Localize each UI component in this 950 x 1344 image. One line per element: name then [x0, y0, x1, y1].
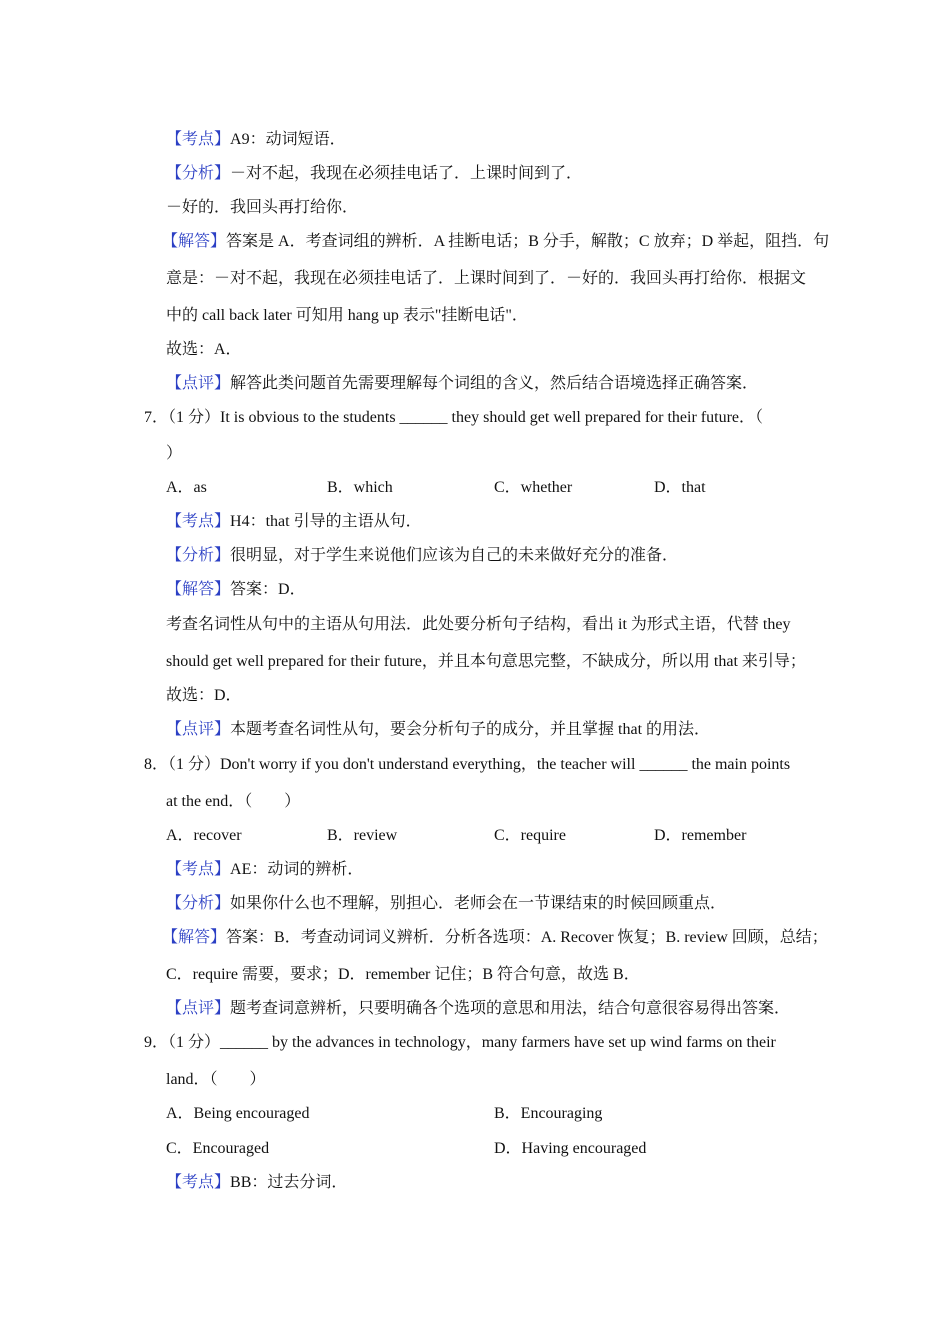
kaodian-tag: 【考点】 — [166, 861, 231, 878]
q7-option-a: A．as — [166, 479, 207, 496]
dianping-tag: 【点评】 — [166, 721, 231, 738]
q7-fenxi — [166, 542, 678, 565]
q7-stem: 7．（1 分）It is obvious to the students ______ they should get well prepared for their future．（ — [144, 409, 764, 426]
q8-stem: 8．（1 分）Don't worry if you don't understand everything，the teacher will ______ the main points — [144, 756, 791, 773]
q6-jieda-text: 答案是 A．考查词组的辨析．A 挂断电话；B 分手，解散；C 放弃；D 举起，阻挡．句 — [226, 233, 830, 250]
q7-option-c: C．whether — [494, 479, 573, 496]
kaodian-tag: 【考点】 — [166, 1174, 231, 1191]
q8-jieda-text: 答案：B．考查动词词义辨析．分析各选项：A. Recover 恢复；B. review 回顾，总结； — [226, 929, 828, 946]
q8-option-a: A．recover — [166, 827, 242, 844]
jieda-tag: 【解答】 — [166, 581, 231, 598]
dianping-tag: 【点评】 — [166, 1000, 231, 1017]
dianping-tag: 【点评】 — [166, 375, 231, 392]
q9-option-d: D．Having encouraged — [494, 1140, 647, 1157]
q7-fenxi-text: 很明显，对于学生来说他们应该为自己的未来做好充分的准备． — [230, 547, 679, 564]
q9-option-b: B．Encouraging — [494, 1105, 603, 1122]
q6-jieda-line3: 中的 call back later 可知用 hang up 表示"挂断电话"． — [166, 307, 528, 324]
q6-dianping — [166, 370, 758, 393]
q6-fenxi-line2: －好的．我回头再打给你． — [166, 199, 359, 216]
jieda-tag: 【解答】 — [162, 233, 227, 250]
q8-jieda-line2: C．require 需要，要求；D．remember 记住；B 符合句意，故选 B． — [166, 966, 640, 983]
kaodian-tag: 【考点】 — [166, 513, 231, 530]
q6-kaodian — [166, 126, 346, 149]
q9-option-a: A．Being encouraged — [166, 1105, 310, 1122]
q9-kaodian-text: BB：过去分词． — [230, 1174, 348, 1191]
q6-fenxi — [166, 160, 582, 183]
q6-jieda — [162, 228, 829, 251]
q7-guxuan: 故选：D． — [166, 687, 242, 704]
q7-dianping — [166, 716, 710, 739]
q8-kaodian-text: AE：动词的辨析． — [230, 861, 364, 878]
q8-fenxi-text: 如果你什么也不理解，别担心．老师会在一节课结束的时候回顾重点． — [230, 895, 727, 912]
q9-stem-line2: land．（ ） — [166, 1071, 266, 1088]
q8-option-d: D．remember — [654, 827, 747, 844]
q6-dianping-text: 解答此类问题首先需要理解每个词组的含义，然后结合语境选择正确答案． — [230, 375, 759, 392]
q6-guxuan: 故选：A． — [166, 341, 242, 358]
q7-body-line1: 考查名词性从句中的主语从句用法．此处要分析句子结构，看出 it 为形式主语，代替 they — [166, 616, 791, 633]
q7-stem-line2: ） — [166, 445, 183, 462]
q8-jieda — [162, 924, 828, 947]
q6-jieda-line2: 意是：－对不起，我现在必须挂电话了．上课时间到了．－好的．我回头再打给你．根据文 — [166, 270, 807, 287]
q6-kaodian-text: A9：动词短语． — [230, 131, 346, 148]
q7-body-line2: should get well prepared for their future，并且本句意思完整，不缺成分，所以用 that 来引导； — [166, 653, 806, 670]
fenxi-tag: 【分析】 — [166, 165, 231, 182]
q8-kaodian — [166, 856, 363, 879]
q6-fenxi-text: －对不起，我现在必须挂电话了．上课时间到了． — [230, 165, 583, 182]
q9-stem: 9．（1 分）______ by the advances in technology，many farmers have set up wind farms on their — [144, 1034, 776, 1051]
q8-dianping-text: 题考查词意辨析，只要明确各个选项的意思和用法，结合句意很容易得出答案． — [230, 1000, 791, 1017]
q8-stem-line2: at the end．（ ） — [166, 793, 301, 810]
q9-kaodian — [166, 1169, 347, 1192]
q9-option-c: C．Encouraged — [166, 1140, 270, 1157]
q7-dianping-text: 本题考查名词性从句，要会分析句子的成分，并且掌握 that 的用法． — [230, 721, 711, 738]
q7-option-d: D．that — [654, 479, 706, 496]
q7-kaodian — [166, 508, 422, 531]
q8-fenxi — [166, 890, 726, 913]
q8-option-c: C．require — [494, 827, 566, 844]
q8-dianping — [166, 995, 790, 1018]
fenxi-tag: 【分析】 — [166, 547, 231, 564]
q7-jieda — [166, 576, 306, 599]
q8-option-b: B．review — [327, 827, 398, 844]
kaodian-tag: 【考点】 — [166, 131, 231, 148]
q7-option-b: B．which — [327, 479, 393, 496]
fenxi-tag: 【分析】 — [166, 895, 231, 912]
q7-jieda-text: 答案：D． — [230, 581, 306, 598]
q7-kaodian-text: H4：that 引导的主语从句． — [230, 513, 422, 530]
jieda-tag: 【解答】 — [162, 929, 227, 946]
